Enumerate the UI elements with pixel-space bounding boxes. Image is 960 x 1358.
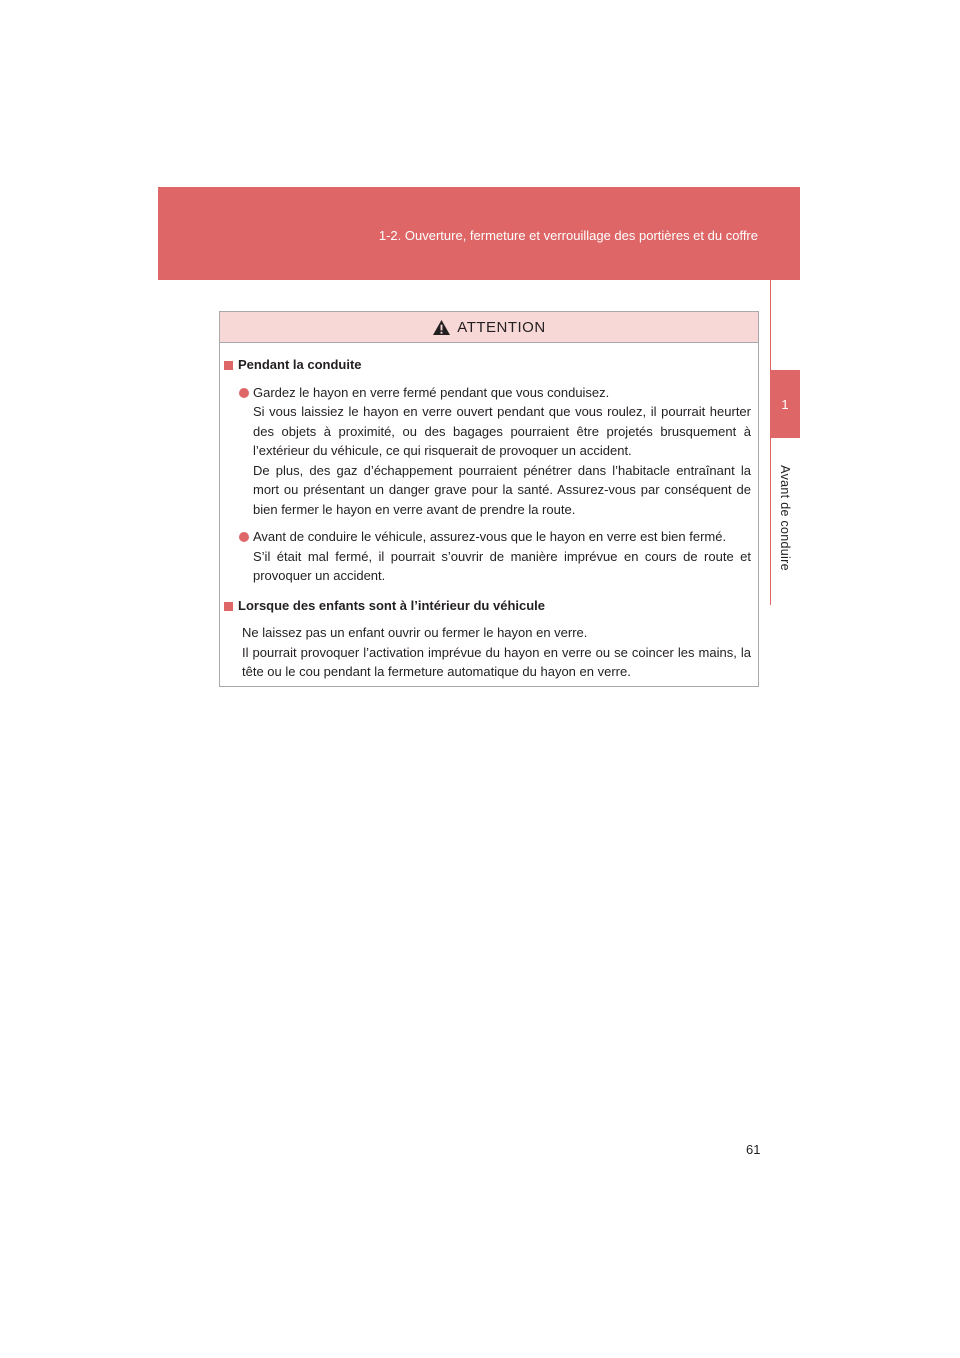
chapter-side-label: Avant de conduire bbox=[778, 465, 792, 571]
warning-triangle-icon bbox=[432, 319, 451, 336]
square-bullet-icon bbox=[224, 602, 233, 611]
bullet-lead: Avant de conduire le véhicule, assurez-vous que le hayon en verre est bien fermé. bbox=[253, 529, 727, 544]
bullet-paragraph: S’il était mal fermé, il pourrait s’ouvrir de manière imprévue en cours de route et provoquer un accident. bbox=[253, 548, 751, 583]
side-divider-top bbox=[770, 280, 771, 370]
side-divider-bottom bbox=[770, 438, 771, 605]
bullet-lead: Gardez le hayon en verre fermé pendant que vous conduisez. bbox=[253, 384, 610, 400]
warning-box bbox=[219, 311, 759, 687]
section-title-children: Lorsque des enfants sont à l’intérieur du véhicule bbox=[220, 596, 758, 616]
warning-body bbox=[220, 343, 758, 682]
chapter-header-band bbox=[158, 187, 800, 280]
bullet-paragraph: De plus, des gaz d’échappement pourraient pénétrer dans l’habitacle entraînant la mort ou présentant un danger grave pour la santé. Assurez-vous par conséquent de bien fermer le hayon en verre avant de prendre la route. bbox=[253, 462, 751, 517]
round-bullet-icon bbox=[239, 388, 249, 398]
section-paragraph: Ne laissez pas un enfant ouvrir ou fermer le hayon en verre. Il pourrait provoquer l’activation imprévue du hayon en verre ou se coincer les mains, la tête ou le cou pendant la fermeture automatique du hayon en verre. bbox=[242, 625, 751, 679]
page-number: 61 bbox=[746, 1142, 761, 1157]
bullet-item bbox=[220, 383, 758, 520]
bullet-item bbox=[220, 527, 758, 586]
warning-header bbox=[220, 312, 758, 343]
square-bullet-icon bbox=[224, 361, 233, 370]
chapter-tab bbox=[770, 370, 800, 438]
warning-title: ATTENTION bbox=[457, 318, 546, 336]
chapter-tab-number: 1 bbox=[781, 396, 789, 412]
bullet-paragraph: Si vous laissiez le hayon en verre ouvert pendant que vous roulez, il pourrait heurter des objets à proximité, ou des bagages pourraient être projetés brusquement à l’extérieur du véhicule, ce qui risquerait de provoquer un accident. bbox=[253, 404, 751, 458]
round-bullet-icon bbox=[239, 532, 249, 542]
section-title-driving: Pendant la conduite bbox=[220, 355, 758, 375]
chapter-section-title: 1-2. Ouverture, fermeture et verrouillage des portières et du coffre bbox=[378, 228, 758, 243]
